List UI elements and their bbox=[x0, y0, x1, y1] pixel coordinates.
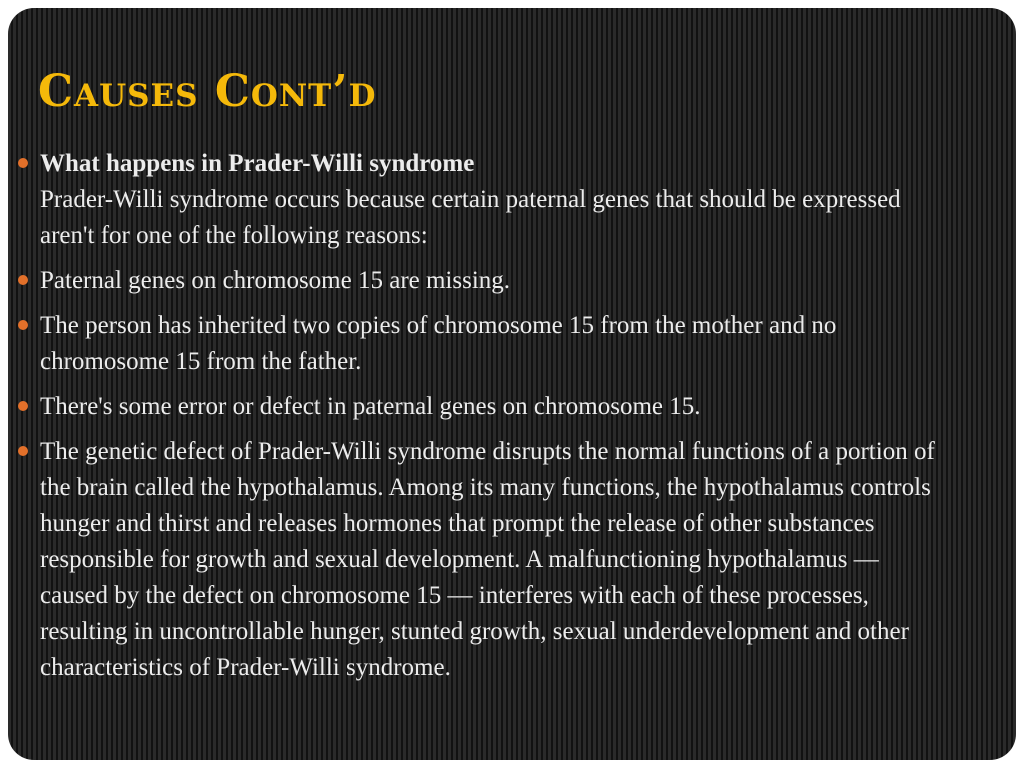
slide-title: Causes Cont’d bbox=[38, 66, 377, 117]
bullet-text: The person has inherited two copies of chromosome 15 from the mother and no chromosome 15 from the father. bbox=[40, 312, 837, 375]
bullet-dot-icon bbox=[18, 320, 28, 330]
bullet-dot-icon bbox=[18, 158, 28, 168]
bullet-text: There's some error or defect in paternal genes on chromosome 15. bbox=[40, 393, 701, 420]
bullet-dot-icon bbox=[18, 401, 28, 411]
bullet-list bbox=[40, 146, 950, 695]
bullet-item bbox=[40, 434, 950, 686]
bullet-item bbox=[40, 389, 950, 425]
bullet-dot-icon bbox=[18, 446, 28, 456]
bullet-item bbox=[40, 263, 950, 299]
bullet-item bbox=[40, 308, 950, 380]
slide bbox=[8, 8, 1016, 760]
bullet-dot-icon bbox=[18, 275, 28, 285]
bullet-item bbox=[40, 146, 950, 254]
bullet-text: Paternal genes on chromosome 15 are missing. bbox=[40, 267, 511, 294]
bullet-text: The genetic defect of Prader-Willi syndrome disrupts the normal functions of a portion of the brain called the hypothalamus. Among its many functions, the hypothalamus controls hunger and thirst and releases hormones that prompt the release of other substances responsible for growth and sexual development. A malfunctioning hypothalamus — caused by the defect on chromosome 15 — interferes with each of these processes, resulting in uncontrollable hunger, stunted growth, sexual underdevelopment and other characteristics of Prader-Willi syndrome. bbox=[40, 438, 935, 681]
bullet-heading: What happens in Prader-Willi syndrome bbox=[40, 150, 475, 177]
bullet-text: Prader-Willi syndrome occurs because certain paternal genes that should be expressed aren't for one of the following reasons: bbox=[40, 186, 901, 249]
